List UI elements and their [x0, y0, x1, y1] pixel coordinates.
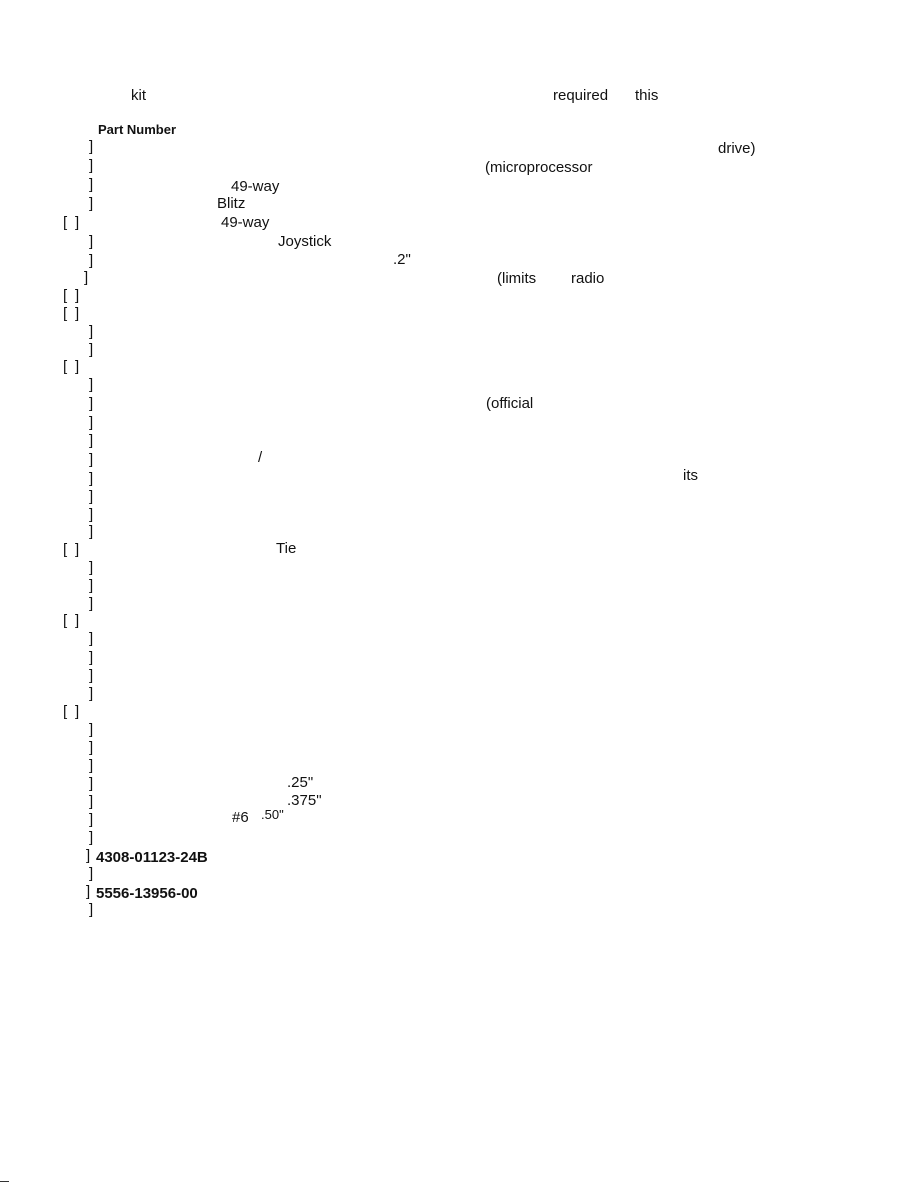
checkbox-close[interactable]: ]: [89, 176, 94, 193]
fragment-49-way-b: 49-way: [221, 214, 270, 231]
checkbox-close[interactable]: ]: [89, 506, 94, 523]
checkbox-close[interactable]: ]: [89, 649, 94, 666]
checkbox-close[interactable]: ]: [75, 541, 80, 558]
fragment-dim-375: .375": [287, 792, 322, 809]
fragment-joystick: Joystick: [278, 233, 332, 250]
fragment-dim-50: .50": [261, 807, 284, 822]
fragment-blitz: Blitz: [217, 195, 246, 212]
checkbox-close[interactable]: ]: [89, 577, 94, 594]
checkbox-close[interactable]: ]: [89, 376, 94, 393]
checkbox-close[interactable]: ]: [89, 721, 94, 738]
intro-word-this: this: [635, 87, 659, 104]
checkbox-close[interactable]: ]: [89, 451, 94, 468]
checkbox-close[interactable]: ]: [89, 559, 94, 576]
fragment-radio: radio: [571, 270, 605, 287]
checkbox-close[interactable]: ]: [89, 757, 94, 774]
checkbox-close[interactable]: ]: [89, 793, 94, 810]
checkbox-close[interactable]: ]: [89, 233, 94, 250]
page-corner-mark: [0, 1181, 9, 1182]
checkbox-close[interactable]: ]: [89, 901, 94, 918]
checkbox-close[interactable]: ]: [89, 414, 94, 431]
checkbox-close[interactable]: ]: [89, 395, 94, 412]
fragment-drive: drive): [718, 140, 756, 157]
fragment-49-way-a: 49-way: [231, 178, 280, 195]
intro-word-kit: kit: [131, 87, 146, 104]
part-number-header: Part Number: [98, 122, 177, 137]
checkbox-close[interactable]: ]: [75, 214, 80, 231]
checkbox-open[interactable]: [: [63, 703, 68, 720]
fragment-slash: /: [258, 449, 263, 466]
checkbox-close[interactable]: ]: [89, 829, 94, 846]
checkbox-close[interactable]: ]: [89, 470, 94, 487]
checkbox-close[interactable]: ]: [89, 523, 94, 540]
part-number-1: 4308-01123-24B: [96, 849, 208, 866]
fragment-tie: Tie: [276, 540, 297, 557]
checkbox-close[interactable]: ]: [75, 287, 80, 304]
checkbox-close[interactable]: ]: [89, 157, 94, 174]
checkbox-open[interactable]: [: [63, 305, 68, 322]
checkbox-close[interactable]: ]: [75, 358, 80, 375]
checkbox-open[interactable]: [: [63, 214, 68, 231]
checkbox-close[interactable]: ]: [89, 323, 94, 340]
checkbox-close[interactable]: ]: [89, 775, 94, 792]
checkbox-close[interactable]: ]: [75, 703, 80, 720]
checkbox-close[interactable]: ]: [89, 739, 94, 756]
checkbox-close[interactable]: ]: [89, 811, 94, 828]
part-number-2: 5556-13956-00: [96, 885, 198, 902]
checkbox-close[interactable]: ]: [84, 269, 89, 286]
fragment-microprocessor: (microprocessor: [485, 159, 593, 176]
fragment-dim-2: .2": [393, 251, 411, 268]
checkbox-close[interactable]: ]: [89, 595, 94, 612]
checkbox-open[interactable]: [: [63, 287, 68, 304]
checkbox-close[interactable]: ]: [75, 612, 80, 629]
fragment-its: its: [683, 467, 698, 484]
checkbox-close[interactable]: ]: [86, 847, 91, 864]
checkbox-open[interactable]: [: [63, 612, 68, 629]
checkbox-close[interactable]: ]: [89, 252, 94, 269]
checkbox-open[interactable]: [: [63, 541, 68, 558]
checkbox-close[interactable]: ]: [89, 685, 94, 702]
checkbox-close[interactable]: ]: [89, 865, 94, 882]
checkbox-close[interactable]: ]: [89, 195, 94, 212]
checkbox-close[interactable]: ]: [89, 667, 94, 684]
checkbox-close[interactable]: ]: [89, 488, 94, 505]
fragment-official: (official: [486, 395, 534, 412]
checkbox-close[interactable]: ]: [89, 630, 94, 647]
fragment-dim-25: .25": [287, 774, 314, 791]
fragment-screw-number: #6: [232, 809, 249, 826]
checkbox-close[interactable]: ]: [89, 341, 94, 358]
intro-word-required: required: [553, 87, 609, 104]
fragment-limits: (limits: [497, 270, 537, 287]
checkbox-open[interactable]: [: [63, 358, 68, 375]
checkbox-close[interactable]: ]: [86, 883, 91, 900]
checkbox-close[interactable]: ]: [89, 432, 94, 449]
checkbox-close[interactable]: ]: [89, 138, 94, 155]
checkbox-close[interactable]: ]: [75, 305, 80, 322]
